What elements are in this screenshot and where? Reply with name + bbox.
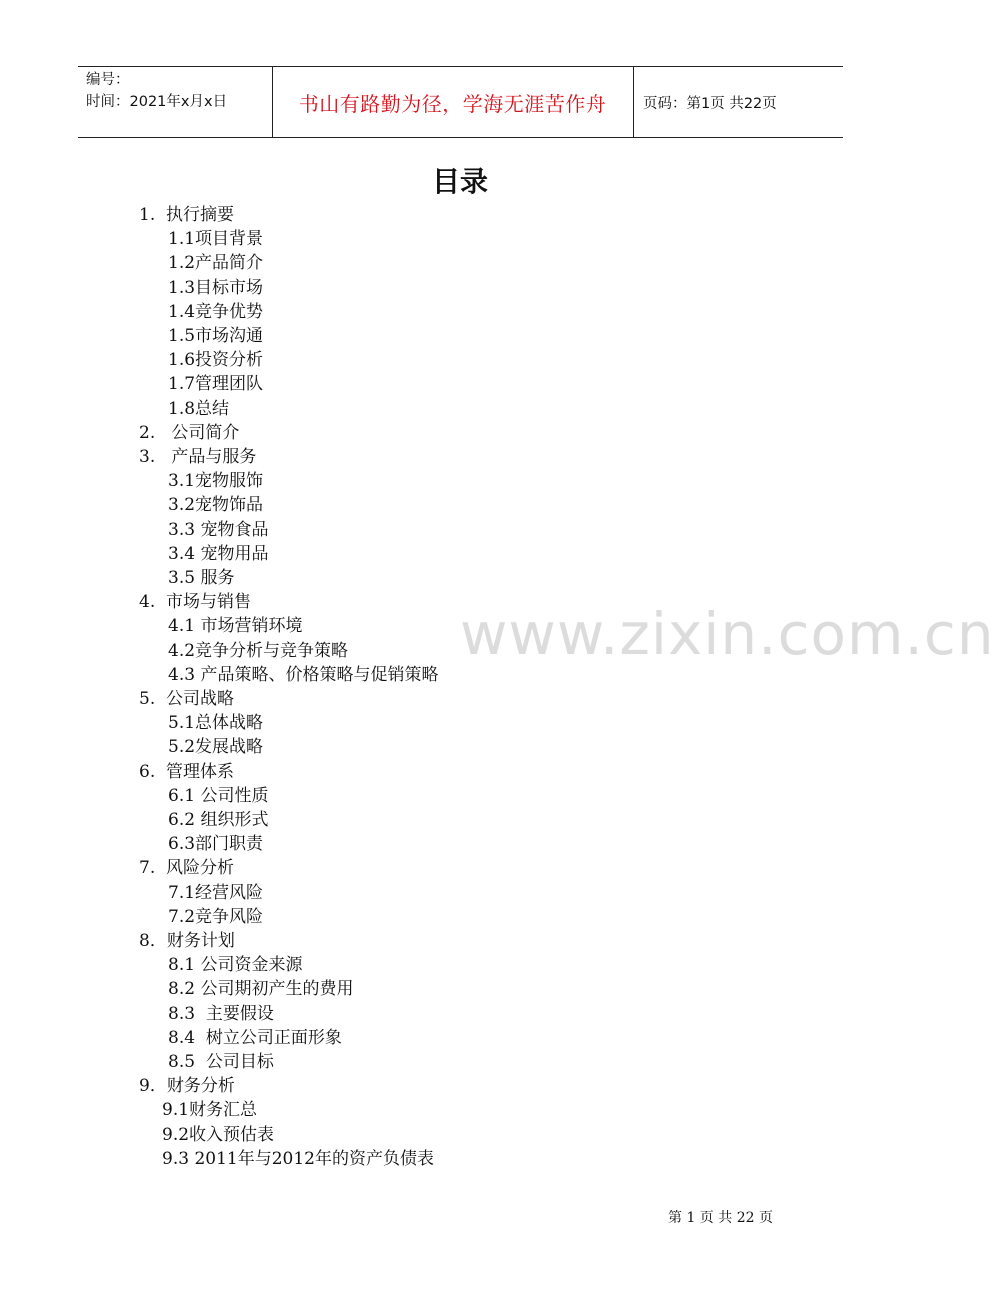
toc-section-item[interactable]: 4.1 市场营销环境 bbox=[168, 616, 303, 637]
toc-chapter-item[interactable]: 1. 执行摘要 bbox=[139, 205, 235, 225]
toc-chapter-item[interactable]: 6. 管理体系 bbox=[139, 761, 235, 782]
header-page-info: 页码：第1页 共22页 bbox=[643, 95, 777, 112]
toc-section-item[interactable]: 5.1总体战略 bbox=[168, 713, 264, 734]
toc-section-item[interactable]: 8.4 树立公司正面形象 bbox=[168, 1027, 342, 1048]
toc-section-item[interactable]: 3.2宠物饰品 bbox=[168, 495, 264, 516]
toc-section-item[interactable]: 1.6投资分析 bbox=[168, 350, 264, 371]
header-motto: 书山有路勤为径，学海无涯苦作舟 bbox=[298, 91, 607, 116]
toc-section-item[interactable]: 4.2竞争分析与竞争策略 bbox=[168, 640, 349, 661]
time-label: 时间：2021年x月x日 bbox=[86, 94, 228, 110]
toc-section-item[interactable]: 9.2收入预估表 bbox=[162, 1124, 275, 1145]
toc-section-item[interactable]: 1.1项目背景 bbox=[168, 229, 264, 250]
toc-section-item[interactable]: 3.1宠物服饰 bbox=[168, 471, 264, 492]
toc-section-item[interactable]: 9.3 2011年与2012年的资产负债表 bbox=[162, 1148, 434, 1169]
watermark: www.zixin.com.cn bbox=[460, 600, 995, 668]
toc-chapter-item[interactable]: 9．财务分析 bbox=[139, 1076, 235, 1097]
toc-section-item[interactable]: 6.1 公司性质 bbox=[168, 785, 269, 806]
toc-section-item[interactable]: 8.5 公司目标 bbox=[168, 1052, 274, 1072]
toc-section-item[interactable]: 3.5 服务 bbox=[168, 568, 235, 588]
toc-section-item[interactable]: 3.4 宠物用品 bbox=[168, 543, 269, 564]
toc-section-item[interactable]: 6.2 组织形式 bbox=[168, 810, 269, 830]
toc-section-item[interactable]: 1.2产品简介 bbox=[168, 253, 264, 274]
toc-chapter-item[interactable]: 7. 风险分析 bbox=[139, 858, 235, 879]
toc-chapter-item[interactable]: 4. 市场与销售 bbox=[139, 592, 252, 613]
document-header bbox=[78, 66, 843, 138]
toc-section-item[interactable]: 1.3目标市场 bbox=[168, 277, 264, 298]
toc-section-item[interactable]: 1.7管理团队 bbox=[168, 374, 264, 395]
toc-section-item[interactable]: 3.3 宠物食品 bbox=[168, 519, 269, 540]
toc-chapter-item[interactable]: 5. 公司战略 bbox=[139, 689, 235, 709]
code-label: 编号： bbox=[86, 72, 130, 88]
toc-section-item[interactable]: 8.2 公司期初产生的费用 bbox=[168, 979, 354, 1000]
toc-section-item[interactable]: 5.2发展战略 bbox=[168, 737, 264, 758]
toc-section-item[interactable]: 8.1 公司资金来源 bbox=[168, 955, 303, 976]
toc-section-item[interactable]: 7.2竞争风险 bbox=[168, 906, 264, 927]
page-title: 目录 bbox=[431, 165, 488, 198]
toc-section-item[interactable]: 7.1经营风险 bbox=[168, 882, 264, 903]
toc-section-item[interactable]: 1.4竞争优势 bbox=[168, 301, 264, 322]
toc-chapter-item[interactable]: 2. 公司简介 bbox=[139, 422, 240, 443]
toc-section-item[interactable]: 9.1财务汇总 bbox=[162, 1100, 258, 1121]
toc-section-item[interactable]: 4.3 产品策略、价格策略与促销策略 bbox=[168, 664, 439, 685]
toc-chapter-item[interactable]: 8．财务计划 bbox=[139, 931, 235, 951]
toc-section-item[interactable]: 6.3部门职责 bbox=[168, 834, 264, 855]
header-divider bbox=[633, 67, 634, 137]
toc-section-item[interactable]: 1.8总结 bbox=[168, 398, 230, 419]
toc-chapter-item[interactable]: 3. 产品与服务 bbox=[139, 447, 257, 467]
header-meta bbox=[86, 69, 227, 113]
toc-section-item[interactable]: 8.3 主要假设 bbox=[168, 1003, 274, 1024]
page-footer: 第 1 页 共 22 页 bbox=[668, 1210, 773, 1226]
toc-section-item[interactable]: 1.5市场沟通 bbox=[168, 326, 264, 346]
